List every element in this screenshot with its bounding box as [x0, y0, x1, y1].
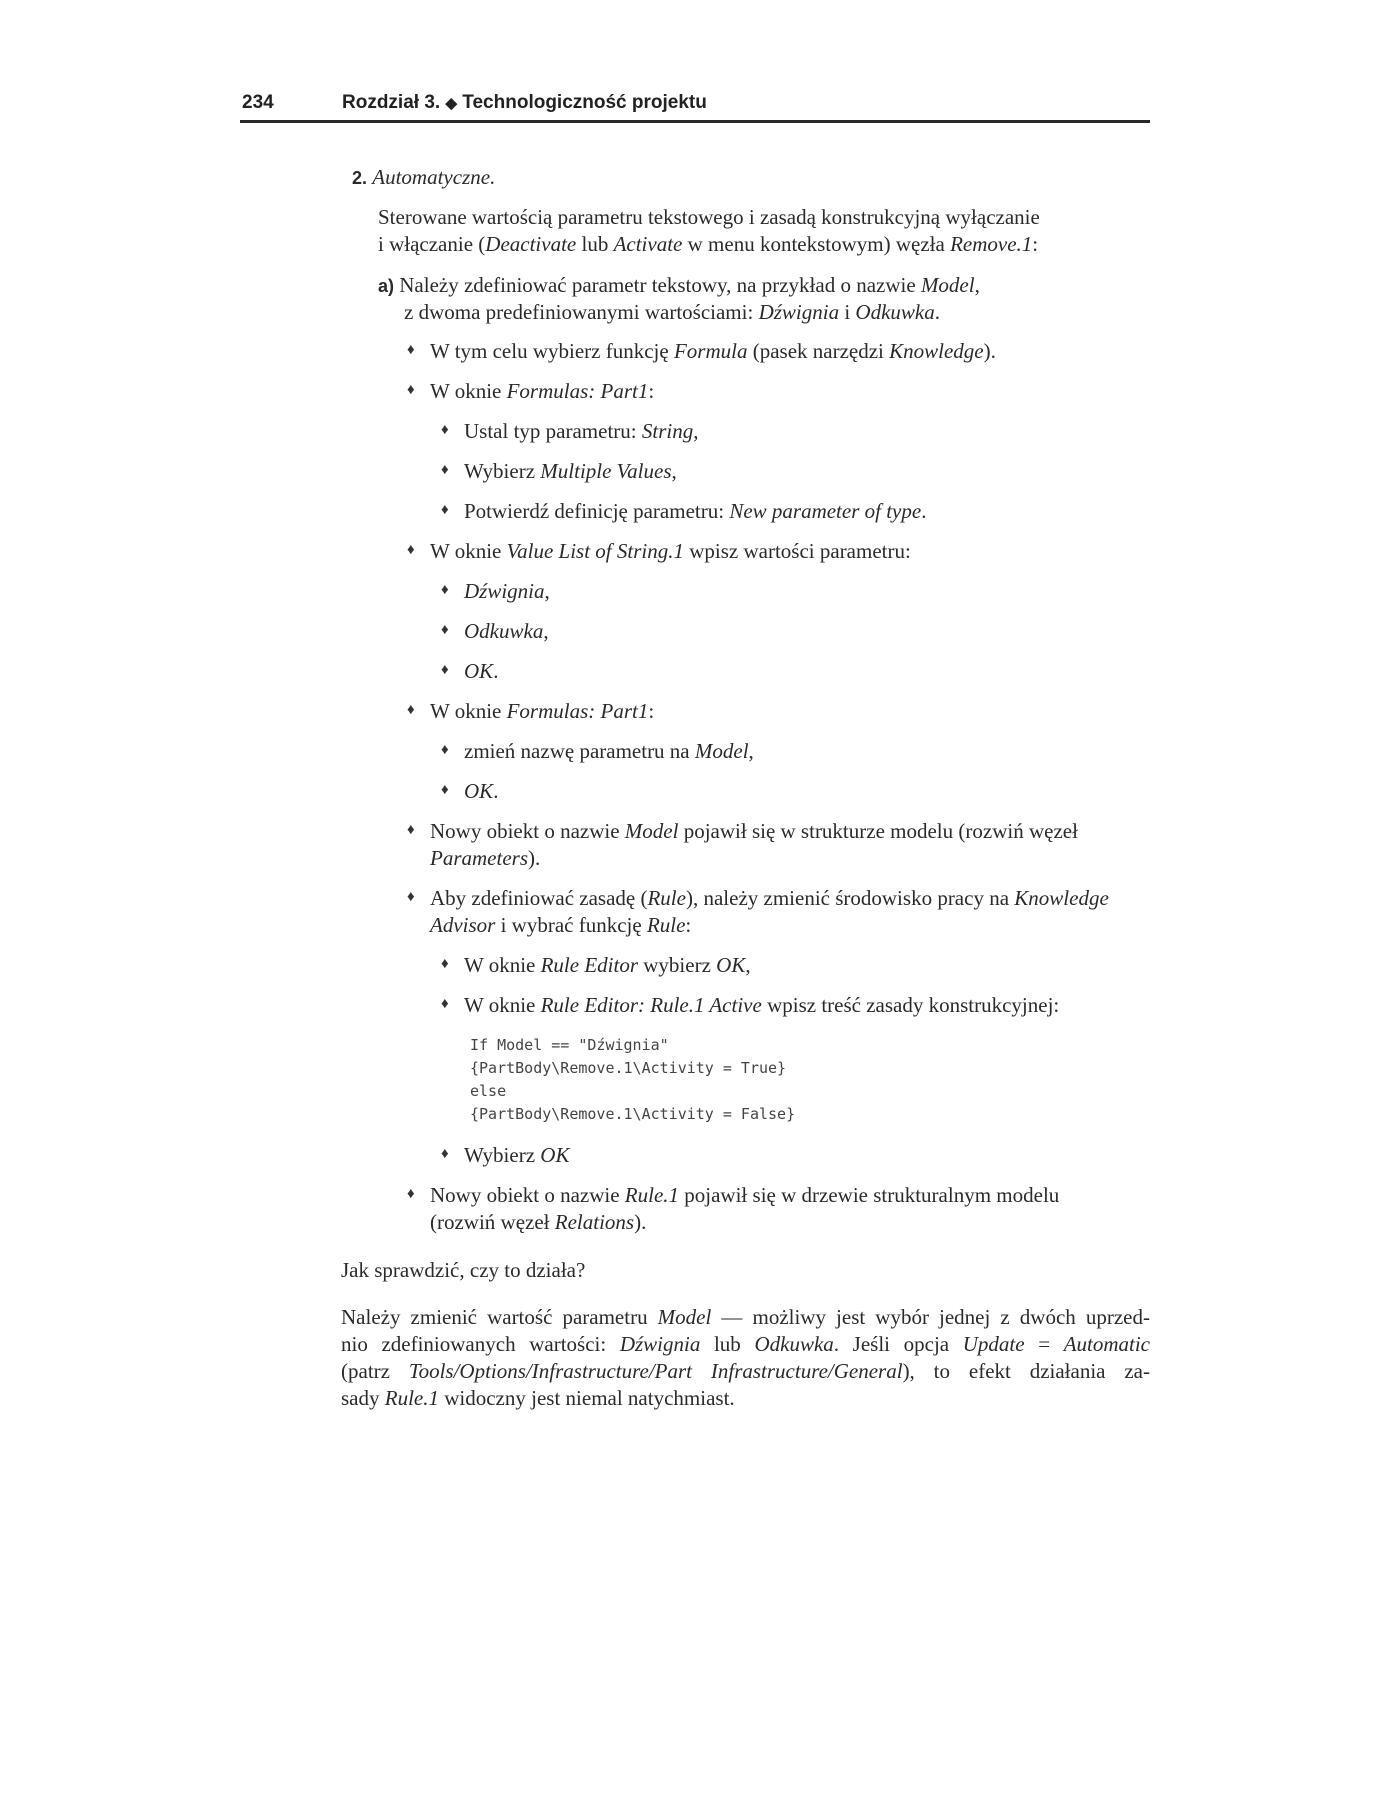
bullet-icon: ♦	[407, 889, 415, 905]
answer-line: Należy zmienić wartość parametru Model — możliwy jest wybór jednej z dwóch uprzed-	[341, 1305, 1150, 1329]
intro-line-2: i włączanie (Deactivate lub Activate w menu kontekstowym) węzła Remove.1:	[378, 232, 1039, 256]
bullet-icon: ♦	[441, 462, 449, 478]
bullet-icon: ♦	[407, 702, 415, 718]
step-a-line-1: a) Należy zdefiniować parametr tekstowy, na przykład o nazwie Model,	[378, 273, 980, 297]
subbullet-rule-active: W oknie Rule Editor: Rule.1 Active wpisz treść zasady konstrukcyjnej:	[464, 993, 1060, 1017]
subbullet-ok: OK.	[464, 659, 499, 683]
intro-line-1: Sterowane wartością parametru tekstowego i zasadą konstrukcyjną wyłączanie	[378, 205, 1040, 229]
code-block	[470, 1034, 795, 1126]
bullet-icon: ♦	[407, 1186, 415, 1202]
code-line: {PartBody\Remove.1\Activity = True}	[470, 1059, 787, 1077]
bullet-new-object-line-1: Nowy obiekt o nazwie Model pojawił się w strukturze modelu (rozwiń węzeł	[430, 819, 1078, 843]
bullet-icon: ♦	[407, 542, 415, 558]
subbullet-wybierz-ok: Wybierz OK	[464, 1143, 570, 1167]
subbullet-dzwignia: Dźwignia,	[464, 579, 550, 603]
bullet-icon: ♦	[441, 622, 449, 638]
subbullet-confirm: Potwierdź definicję parametru: New parameter of type.	[464, 499, 927, 523]
bullet-icon: ♦	[441, 502, 449, 518]
bullet-rule-object-line-2: (rozwiń węzeł Relations).	[430, 1210, 647, 1234]
bullet-rule-line-2: Advisor i wybrać funkcję Rule:	[430, 913, 692, 937]
bullet-icon: ♦	[441, 662, 449, 678]
bullet-formulas-window: W oknie Formulas: Part1:	[430, 379, 655, 403]
item-2-heading: 2. Automatyczne.	[352, 165, 496, 189]
bullet-formula: W tym celu wybierz funkcję Formula (pasek narzędzi Knowledge).	[430, 339, 996, 363]
bullet-icon: ♦	[441, 422, 449, 438]
subbullet-rename: zmień nazwę parametru na Model,	[464, 739, 754, 763]
subbullet-type: Ustal typ parametru: String,	[464, 419, 699, 443]
bullet-rule-object-line-1: Nowy obiekt o nazwie Rule.1 pojawił się w drzewie strukturalnym modelu	[430, 1183, 1060, 1207]
bullet-formulas-window-2: W oknie Formulas: Part1:	[430, 699, 655, 723]
code-line: else	[470, 1082, 507, 1100]
bullet-icon: ♦	[407, 382, 415, 398]
bullet-icon: ♦	[407, 822, 415, 838]
page-number: 234	[242, 92, 274, 113]
bullet-icon: ♦	[441, 782, 449, 798]
bullet-icon: ♦	[441, 1146, 449, 1162]
bullet-icon: ♦	[441, 582, 449, 598]
question: Jak sprawdzić, czy to działa?	[341, 1258, 586, 1282]
answer-paragraph	[341, 1304, 1150, 1412]
subbullet-multiple: Wybierz Multiple Values,	[464, 459, 677, 483]
bullet-icon: ♦	[441, 956, 449, 972]
answer-line: (patrz Tools/Options/Infrastructure/Part Infrastructure/General), to efekt działania za-	[341, 1359, 1150, 1383]
bullet-icon: ♦	[441, 996, 449, 1012]
answer-line: nio zdefiniowanych wartości: Dźwignia lub Odkuwka. Jeśli opcja Update = Automatic	[341, 1332, 1151, 1356]
chapter-title: Rozdział 3. ◆ Technologiczność projektu	[342, 92, 707, 113]
bullet-new-object-line-2: Parameters).	[430, 846, 541, 870]
code-line: {PartBody\Remove.1\Activity = False}	[470, 1105, 796, 1123]
bullet-rule-line-1: Aby zdefiniować zasadę (Rule), należy zmienić środowisko pracy na Knowledge	[430, 886, 1109, 910]
bullet-value-list: W oknie Value List of String.1 wpisz wartości parametru:	[430, 539, 911, 563]
subbullet-odkuwka: Odkuwka,	[464, 619, 549, 643]
running-header	[240, 88, 1150, 123]
answer-line: sady Rule.1 widoczny jest niemal natychmiast.	[341, 1386, 735, 1410]
step-a-line-2: z dwoma predefiniowanymi wartościami: Dźwignia i Odkuwka.	[404, 300, 940, 324]
bullet-icon: ♦	[407, 342, 415, 358]
subbullet-ok-2: OK.	[464, 779, 499, 803]
bullet-icon: ♦	[441, 742, 449, 758]
subbullet-rule-editor: W oknie Rule Editor wybierz OK,	[464, 953, 751, 977]
code-line: If Model == "Dźwignia"	[470, 1036, 669, 1054]
